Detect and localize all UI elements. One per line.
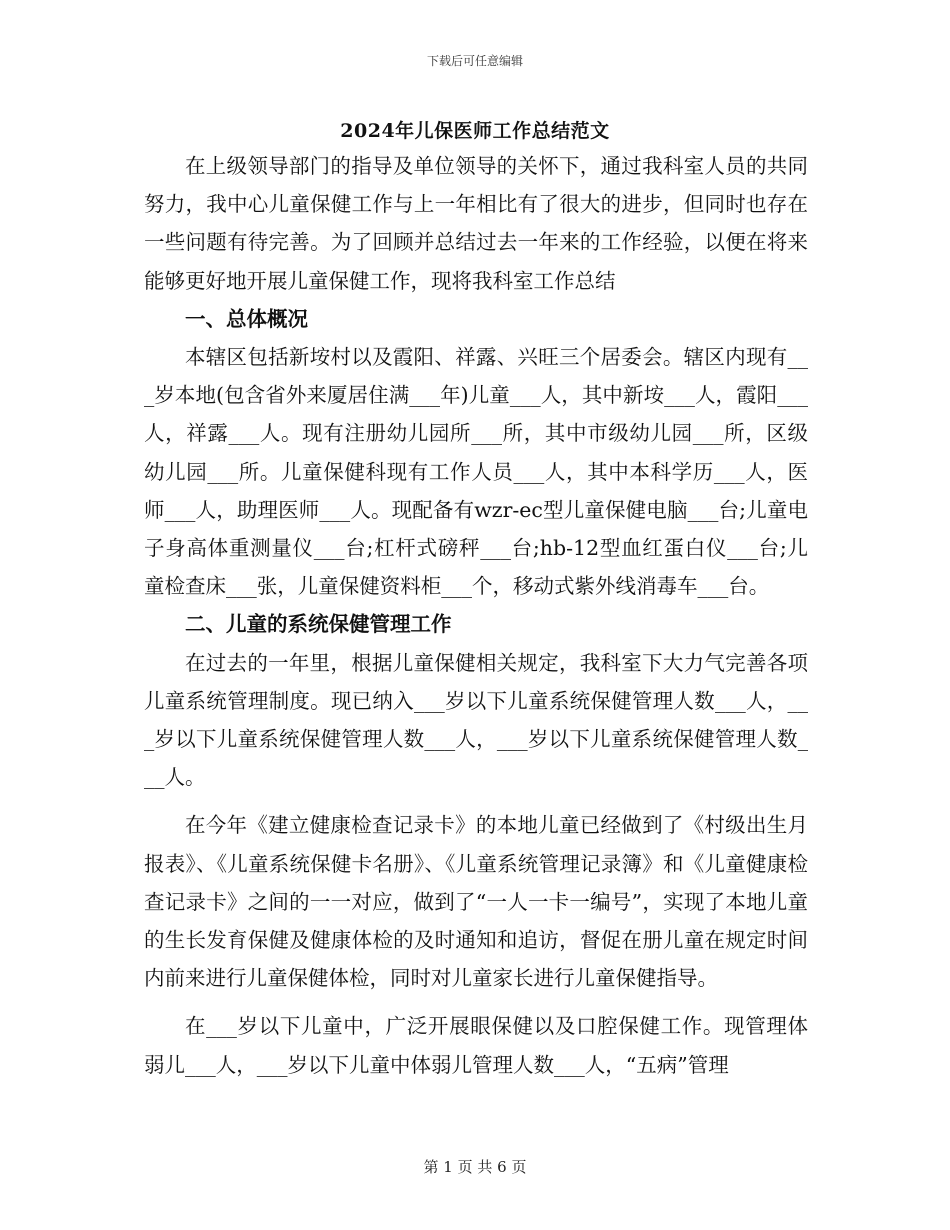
download-note: 下载后可任意编辑	[426, 54, 523, 68]
page-footer: 第 1 页 共 6 页	[423, 1158, 527, 1176]
paragraph-gap	[144, 796, 808, 806]
intro-paragraph: 在上级领导部门的指导及单位领导的关怀下，通过我科室人员的共同努力，我中心儿童保健工作与上一年相比有了很大的进步，但同时也存在一些问题有待完善。为了回顾并总结过去一年来的工作经验，以便在将来能够更好地开展儿童保健工作，现将我科室工作总结	[144, 154, 808, 293]
section-2-paragraph-2: 在今年《建立健康检查记录卡》的本地儿童已经做到了《村级出生月报表》、《儿童系统保健卡名册》、《儿童系统管理记录簿》和《儿童健康检查记录卡》之间的一一对应，做到了“一人一卡一编号”，实现了本地儿童的生长发育保健及健康体检的及时通知和追访，督促在册儿童在规定时间内前来进行儿童保健体检，同时对儿童家长进行儿童保健指导。	[144, 813, 808, 991]
document-title: 2024年儿保医师工作总结范文	[340, 120, 610, 142]
section-1-paragraph: 本辖区包括新垵村以及霞阳、祥露、兴旺三个居委会。辖区内现有___岁本地(包含省外来厦居住满___年)儿童___人，其中新垵___人，霞阳___人，祥露___人。现有注册幼儿园所___所，其中市级幼儿园___所，区级幼儿园___所。儿童保健科现有工作人员___人，其中本科学历___人，医师___人，助理医师___人。现配备有wzr-ec型儿童保健电脑___台;儿童电子身高体重测量仪___台;杠杆式磅秤___台;hb-12型血红蛋白仪___台;儿童检查床___张，儿童保健资料柜___个，移动式紫外线消毒车___台。	[144, 345, 808, 599]
document-body	[144, 147, 808, 1084]
paragraph-gap	[144, 997, 808, 1007]
section-2-heading: 二、儿童的系统保健管理工作	[185, 612, 452, 637]
section-2-paragraph-1: 在过去的一年里，根据儿童保健相关规定，我科室下大力气完善各项儿童系统管理制度。现已纳入___岁以下儿童系统保健管理人数___人，___岁以下儿童系统保健管理人数___人，___岁以下儿童系统保健管理人数___人。	[144, 650, 808, 790]
section-2-paragraph-3: 在___岁以下儿童中，广泛开展眼保健以及口腔保健工作。现管理体弱儿___人，___岁以下儿童中体弱儿管理人数___人，“五病”管理	[144, 1014, 808, 1077]
section-1-heading: 一、总体概况	[185, 306, 308, 331]
